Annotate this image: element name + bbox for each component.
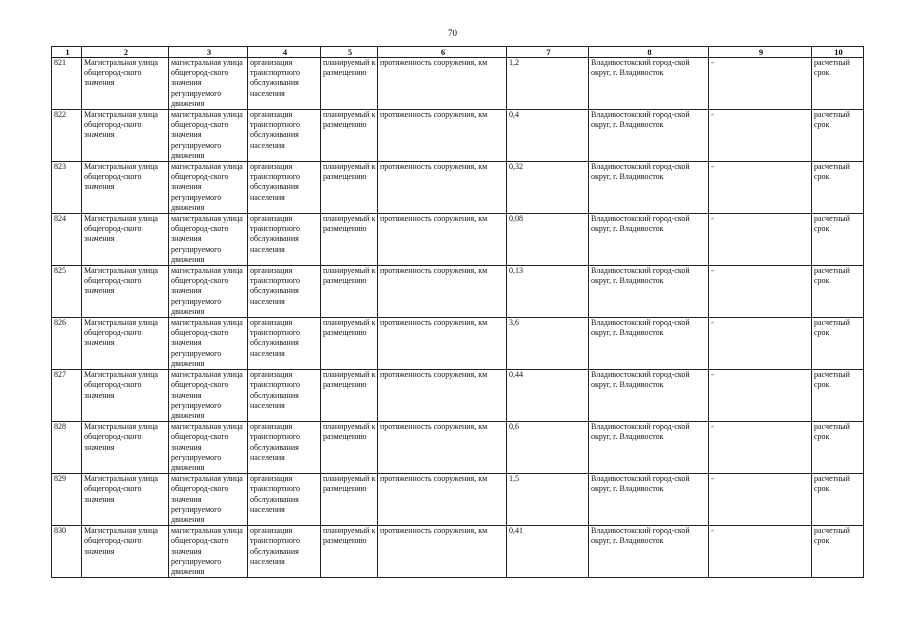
cell-status: планируемый к размещению — [321, 526, 378, 578]
cell-purpose: организация транспортного обслуживания населения — [248, 474, 321, 526]
cell-name: Магистральная улица общегород-ского значения — [82, 162, 169, 214]
cell-zone: - — [709, 318, 812, 370]
cell-status: планируемый к размещению — [321, 58, 378, 110]
cell-num: 821 — [52, 58, 82, 110]
column-header: 5 — [321, 47, 378, 58]
cell-characteristic: протяженность сооружения, км — [378, 214, 507, 266]
header-row — [52, 47, 864, 58]
cell-category: магистральная улица общегород-ского значения регулируемого движения — [169, 162, 248, 214]
cell-purpose: организация транспортного обслуживания населения — [248, 422, 321, 474]
table-row — [52, 474, 864, 526]
cell-characteristic: протяженность сооружения, км — [378, 318, 507, 370]
cell-zone: - — [709, 474, 812, 526]
cell-location: Владивостокский город-ской округ, г. Владивосток — [589, 370, 709, 422]
table-row — [52, 214, 864, 266]
cell-status: планируемый к размещению — [321, 214, 378, 266]
cell-value: 0,13 — [507, 266, 589, 318]
cell-num: 829 — [52, 474, 82, 526]
cell-value: 1,5 — [507, 474, 589, 526]
column-header: 1 — [52, 47, 82, 58]
table-row — [52, 370, 864, 422]
cell-value: 0,44 — [507, 370, 589, 422]
cell-name: Магистральная улица общегород-ского значения — [82, 110, 169, 162]
cell-status: планируемый к размещению — [321, 318, 378, 370]
cell-purpose: организация транспортного обслуживания населения — [248, 110, 321, 162]
cell-status: планируемый к размещению — [321, 422, 378, 474]
cell-num: 830 — [52, 526, 82, 578]
table-row — [52, 526, 864, 578]
table-body — [52, 58, 864, 578]
cell-name: Магистральная улица общегород-ского значения — [82, 266, 169, 318]
cell-num: 822 — [52, 110, 82, 162]
column-header: 9 — [709, 47, 812, 58]
cell-purpose: организация транспортного обслуживания населения — [248, 214, 321, 266]
column-header: 4 — [248, 47, 321, 58]
cell-zone: - — [709, 162, 812, 214]
column-header: 8 — [589, 47, 709, 58]
cell-num: 826 — [52, 318, 82, 370]
cell-location: Владивостокский город-ской округ, г. Владивосток — [589, 474, 709, 526]
column-header: 10 — [812, 47, 864, 58]
cell-name: Магистральная улица общегород-ского значения — [82, 526, 169, 578]
cell-term: расчетный срок — [812, 526, 864, 578]
cell-status: планируемый к размещению — [321, 110, 378, 162]
page-number: 70 — [448, 28, 457, 38]
cell-purpose: организация транспортного обслуживания населения — [248, 370, 321, 422]
cell-zone: - — [709, 370, 812, 422]
cell-location: Владивостокский город-ской округ, г. Владивосток — [589, 422, 709, 474]
cell-characteristic: протяженность сооружения, км — [378, 422, 507, 474]
table-row — [52, 162, 864, 214]
cell-term: расчетный срок — [812, 266, 864, 318]
cell-name: Магистральная улица общегород-ского значения — [82, 370, 169, 422]
cell-category: магистральная улица общегород-ского значения регулируемого движения — [169, 474, 248, 526]
cell-location: Владивостокский город-ской округ, г. Владивосток — [589, 162, 709, 214]
cell-value: 0,32 — [507, 162, 589, 214]
cell-location: Владивостокский город-ской округ, г. Владивосток — [589, 526, 709, 578]
table-row — [52, 110, 864, 162]
cell-category: магистральная улица общегород-ского значения регулируемого движения — [169, 266, 248, 318]
cell-category: магистральная улица общегород-ского значения регулируемого движения — [169, 370, 248, 422]
cell-term: расчетный срок — [812, 318, 864, 370]
cell-term: расчетный срок — [812, 370, 864, 422]
objects-table — [51, 46, 864, 578]
cell-category: магистральная улица общегород-ского значения регулируемого движения — [169, 422, 248, 474]
column-header: 7 — [507, 47, 589, 58]
cell-location: Владивостокский город-ской округ, г. Владивосток — [589, 214, 709, 266]
column-header: 2 — [82, 47, 169, 58]
cell-zone: - — [709, 526, 812, 578]
column-header: 3 — [169, 47, 248, 58]
cell-purpose: организация транспортного обслуживания населения — [248, 526, 321, 578]
cell-purpose: организация транспортного обслуживания населения — [248, 318, 321, 370]
cell-zone: - — [709, 266, 812, 318]
cell-term: расчетный срок — [812, 110, 864, 162]
cell-category: магистральная улица общегород-ского значения регулируемого движения — [169, 318, 248, 370]
cell-term: расчетный срок — [812, 474, 864, 526]
cell-category: магистральная улица общегород-ского значения регулируемого движения — [169, 214, 248, 266]
cell-num: 824 — [52, 214, 82, 266]
cell-status: планируемый к размещению — [321, 474, 378, 526]
cell-zone: - — [709, 214, 812, 266]
cell-num: 825 — [52, 266, 82, 318]
cell-purpose: организация транспортного обслуживания населения — [248, 266, 321, 318]
cell-category: магистральная улица общегород-ского значения регулируемого движения — [169, 110, 248, 162]
column-header: 6 — [378, 47, 507, 58]
cell-term: расчетный срок — [812, 422, 864, 474]
cell-num: 828 — [52, 422, 82, 474]
cell-zone: - — [709, 110, 812, 162]
cell-purpose: организация транспортного обслуживания населения — [248, 162, 321, 214]
cell-value: 1,2 — [507, 58, 589, 110]
cell-value: 0,4 — [507, 110, 589, 162]
cell-value: 0,6 — [507, 422, 589, 474]
cell-term: расчетный срок — [812, 214, 864, 266]
cell-zone: - — [709, 58, 812, 110]
cell-value: 0,08 — [507, 214, 589, 266]
cell-name: Магистральная улица общегород-ского значения — [82, 474, 169, 526]
cell-term: расчетный срок — [812, 162, 864, 214]
cell-num: 823 — [52, 162, 82, 214]
cell-location: Владивостокский город-ской округ, г. Владивосток — [589, 266, 709, 318]
cell-location: Владивостокский город-ской округ, г. Владивосток — [589, 58, 709, 110]
cell-characteristic: протяженность сооружения, км — [378, 474, 507, 526]
cell-name: Магистральная улица общегород-ского значения — [82, 318, 169, 370]
cell-purpose: организация транспортного обслуживания населения — [248, 58, 321, 110]
table-row — [52, 58, 864, 110]
table-row — [52, 422, 864, 474]
cell-name: Магистральная улица общегород-ского значения — [82, 214, 169, 266]
cell-location: Владивостокский город-ской округ, г. Владивосток — [589, 318, 709, 370]
table-row — [52, 318, 864, 370]
cell-value: 3,6 — [507, 318, 589, 370]
cell-category: магистральная улица общегород-ского значения регулируемого движения — [169, 526, 248, 578]
cell-location: Владивостокский город-ской округ, г. Владивосток — [589, 110, 709, 162]
cell-characteristic: протяженность сооружения, км — [378, 266, 507, 318]
cell-num: 827 — [52, 370, 82, 422]
table-row — [52, 266, 864, 318]
cell-characteristic: протяженность сооружения, км — [378, 526, 507, 578]
cell-category: магистральная улица общегород-ского значения регулируемого движения — [169, 58, 248, 110]
cell-zone: - — [709, 422, 812, 474]
cell-status: планируемый к размещению — [321, 370, 378, 422]
cell-characteristic: протяженность сооружения, км — [378, 162, 507, 214]
cell-status: планируемый к размещению — [321, 266, 378, 318]
cell-name: Магистральная улица общегород-ского значения — [82, 58, 169, 110]
cell-characteristic: протяженность сооружения, км — [378, 58, 507, 110]
cell-characteristic: протяженность сооружения, км — [378, 370, 507, 422]
cell-value: 0,41 — [507, 526, 589, 578]
cell-name: Магистральная улица общегород-ского значения — [82, 422, 169, 474]
cell-characteristic: протяженность сооружения, км — [378, 110, 507, 162]
cell-status: планируемый к размещению — [321, 162, 378, 214]
cell-term: расчетный срок — [812, 58, 864, 110]
